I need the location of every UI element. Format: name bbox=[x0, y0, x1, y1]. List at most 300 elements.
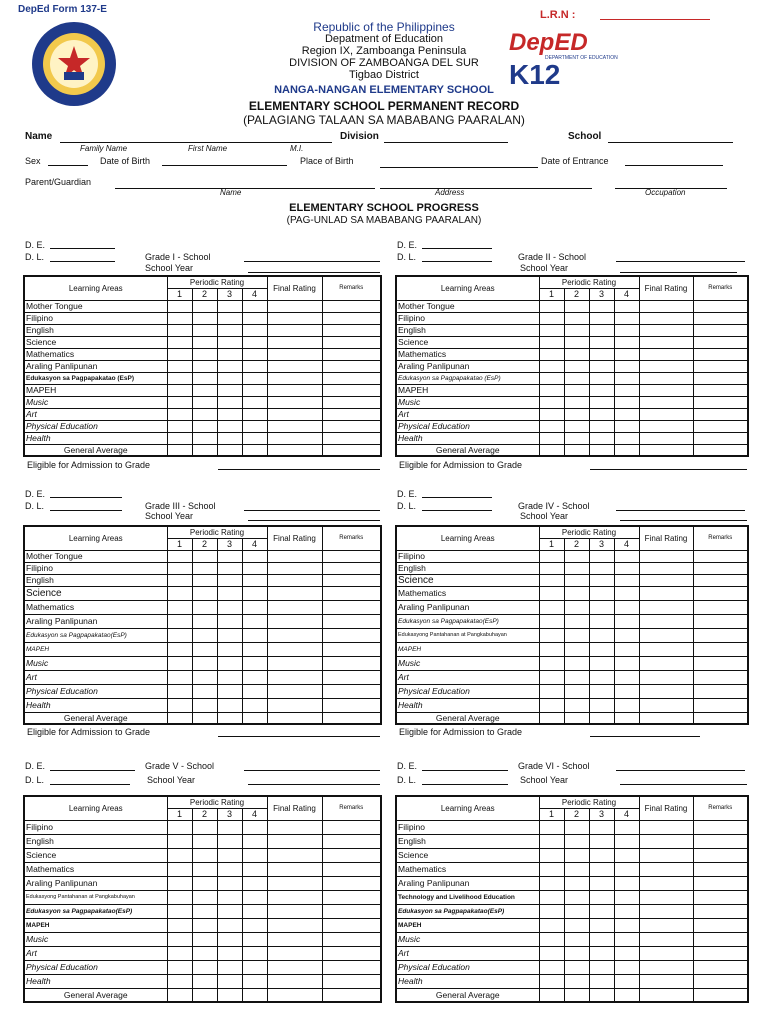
g2-sy-field[interactable] bbox=[620, 272, 737, 273]
general-average: General Average bbox=[24, 444, 167, 456]
col-learning-areas: Learning Areas bbox=[396, 796, 539, 820]
subject-mathematics: Mathematics bbox=[24, 600, 167, 614]
table-row bbox=[396, 396, 748, 408]
g6-school-label: Grade VI - School bbox=[518, 761, 590, 771]
parent-address-field[interactable] bbox=[380, 188, 592, 189]
g2-school-label: Grade II - School bbox=[518, 252, 587, 262]
table-row bbox=[24, 820, 381, 834]
subject-araling-panlipunan: Araling Panlipunan bbox=[24, 876, 167, 890]
general-average: General Average bbox=[396, 712, 539, 724]
table-row bbox=[396, 656, 748, 670]
col-q4: 4 bbox=[614, 538, 639, 550]
dob-field[interactable] bbox=[162, 165, 287, 166]
g6-dl-label: D. L. bbox=[397, 775, 417, 785]
subject-music: Music bbox=[24, 396, 167, 408]
dob-label: Date of Birth bbox=[100, 156, 151, 166]
col-remarks: Remarks bbox=[693, 526, 748, 550]
col-q3: 3 bbox=[217, 538, 242, 550]
g4-school-label: Grade IV - School bbox=[518, 501, 590, 511]
col-periodic-rating: Periodic Rating bbox=[167, 796, 267, 808]
col-q4: 4 bbox=[614, 808, 639, 820]
col-q2: 2 bbox=[192, 288, 217, 300]
col-q4: 4 bbox=[242, 288, 267, 300]
pob-label: Place of Birth bbox=[300, 156, 354, 166]
col-q1: 1 bbox=[539, 808, 564, 820]
table-row bbox=[24, 360, 381, 372]
table-row bbox=[396, 712, 748, 724]
col-periodic-rating: Periodic Rating bbox=[539, 796, 639, 808]
subject-mother-tongue: Mother Tongue bbox=[24, 300, 167, 312]
table-row bbox=[396, 586, 748, 600]
col-remarks: Remarks bbox=[693, 796, 748, 820]
subject-health: Health bbox=[396, 432, 539, 444]
table-row bbox=[24, 946, 381, 960]
col-q2: 2 bbox=[192, 808, 217, 820]
g1-de-field[interactable] bbox=[50, 248, 115, 249]
name-label: Name bbox=[25, 131, 53, 142]
table-row bbox=[24, 324, 381, 336]
table-row bbox=[24, 550, 381, 562]
table-row bbox=[24, 904, 381, 918]
g2-de-label: D. E. bbox=[397, 240, 418, 250]
subject-mathematics: Mathematics bbox=[396, 862, 539, 876]
g3-sy-field[interactable] bbox=[248, 520, 380, 521]
first-name-caption: First Name bbox=[188, 144, 228, 153]
subject-english: English bbox=[24, 574, 167, 586]
g6-sy-field[interactable] bbox=[620, 784, 747, 785]
col-final-rating: Final Rating bbox=[639, 796, 693, 820]
subject-esp: Edukasyon sa Pagpapakatao(EsP) bbox=[396, 904, 539, 918]
table-row bbox=[24, 918, 381, 932]
g2-eligible-label: Eligible for Admission to Grade bbox=[399, 460, 523, 470]
parent-name-field[interactable] bbox=[115, 188, 375, 189]
subject-pe: Physical Education bbox=[24, 420, 167, 432]
subject-esp: Edukasyon sa Pagpapakatao(EsP) bbox=[396, 614, 539, 628]
g4-eligible-label: Eligible for Admission to Grade bbox=[399, 727, 523, 737]
general-average: General Average bbox=[24, 988, 167, 1002]
col-periodic-rating: Periodic Rating bbox=[167, 276, 267, 288]
table-row bbox=[24, 960, 381, 974]
col-learning-areas: Learning Areas bbox=[396, 526, 539, 550]
table-row bbox=[396, 834, 748, 848]
col-q3: 3 bbox=[217, 808, 242, 820]
table-row bbox=[24, 614, 381, 628]
col-remarks: Remarks bbox=[322, 276, 381, 300]
table-row bbox=[24, 396, 381, 408]
col-q2: 2 bbox=[564, 538, 589, 550]
table-row bbox=[396, 550, 748, 562]
col-q1: 1 bbox=[539, 538, 564, 550]
subject-science: Science bbox=[24, 586, 167, 600]
table-row bbox=[24, 372, 381, 384]
table-row bbox=[396, 432, 748, 444]
col-final-rating: Final Rating bbox=[267, 796, 322, 820]
g4-sy-field[interactable] bbox=[620, 520, 747, 521]
col-q2: 2 bbox=[564, 288, 589, 300]
col-learning-areas: Learning Areas bbox=[24, 796, 167, 820]
table-row bbox=[396, 698, 748, 712]
subject-epp: Edukasyong Pantahanan at Pangkabuhayan bbox=[24, 890, 167, 904]
subject-mathematics: Mathematics bbox=[24, 348, 167, 360]
table-row bbox=[24, 698, 381, 712]
department-line: Depatment of Education bbox=[324, 33, 444, 45]
col-q1: 1 bbox=[539, 288, 564, 300]
g3-school-label: Grade III - School bbox=[145, 501, 216, 511]
g1-sy-label: School Year bbox=[145, 263, 194, 273]
table-row bbox=[24, 712, 381, 724]
col-periodic-rating: Periodic Rating bbox=[167, 526, 267, 538]
pob-field[interactable] bbox=[380, 167, 538, 168]
division-label: Division bbox=[340, 131, 379, 142]
col-q4: 4 bbox=[242, 538, 267, 550]
table-row bbox=[24, 574, 381, 586]
table-row bbox=[24, 384, 381, 396]
table-row bbox=[396, 614, 748, 628]
table-row bbox=[24, 848, 381, 862]
subject-filipino: Filipino bbox=[396, 312, 539, 324]
subject-mathematics: Mathematics bbox=[396, 348, 539, 360]
g4-school-field[interactable] bbox=[616, 510, 745, 511]
g4-sy-label: School Year bbox=[520, 511, 569, 521]
subject-pe: Physical Education bbox=[396, 960, 539, 974]
g1-school-label: Grade I - School bbox=[145, 252, 211, 262]
republic-line: Republic of the Philippines bbox=[313, 20, 455, 34]
table-row bbox=[396, 642, 748, 656]
subject-mathematics: Mathematics bbox=[24, 862, 167, 876]
subject-filipino: Filipino bbox=[396, 820, 539, 834]
table-row bbox=[396, 862, 748, 876]
table-row bbox=[24, 408, 381, 420]
col-q2: 2 bbox=[564, 808, 589, 820]
table-row bbox=[396, 324, 748, 336]
grade6-table bbox=[395, 795, 749, 1003]
doe-label: Date of Entrance bbox=[541, 156, 609, 166]
col-q2: 2 bbox=[192, 538, 217, 550]
table-row bbox=[24, 348, 381, 360]
subject-mapeh: MAPEH bbox=[396, 384, 539, 396]
col-q3: 3 bbox=[589, 538, 614, 550]
subject-english: English bbox=[396, 324, 539, 336]
subject-english: English bbox=[396, 834, 539, 848]
subject-mapeh: MAPEH bbox=[396, 918, 539, 932]
table-row bbox=[396, 600, 748, 614]
table-row bbox=[396, 444, 748, 456]
col-remarks: Remarks bbox=[322, 526, 381, 550]
col-q3: 3 bbox=[589, 808, 614, 820]
g1-eligible-label: Eligible for Admission to Grade bbox=[27, 460, 151, 470]
table-row bbox=[24, 656, 381, 670]
table-row bbox=[24, 932, 381, 946]
table-row bbox=[396, 384, 748, 396]
subject-health: Health bbox=[396, 698, 539, 712]
col-periodic-rating: Periodic Rating bbox=[539, 526, 639, 538]
table-row bbox=[24, 312, 381, 324]
g5-de-field[interactable] bbox=[50, 770, 135, 771]
subject-art: Art bbox=[396, 670, 539, 684]
page-title: ELEMENTARY SCHOOL PERMANENT RECORD bbox=[248, 99, 520, 113]
table-row bbox=[396, 946, 748, 960]
table-row bbox=[24, 834, 381, 848]
subject-music: Music bbox=[24, 932, 167, 946]
table-row bbox=[24, 432, 381, 444]
subject-music: Music bbox=[396, 932, 539, 946]
col-final-rating: Final Rating bbox=[639, 526, 693, 550]
subject-art: Art bbox=[24, 946, 167, 960]
subject-music: Music bbox=[396, 656, 539, 670]
g5-de-label: D. E. bbox=[25, 761, 46, 771]
grade1-table bbox=[23, 275, 382, 457]
subject-health: Health bbox=[24, 698, 167, 712]
g4-dl-field[interactable] bbox=[422, 510, 492, 511]
col-final-rating: Final Rating bbox=[639, 276, 693, 300]
subject-science: Science bbox=[24, 336, 167, 348]
g3-de-label: D. E. bbox=[25, 489, 46, 499]
g2-eligible-field[interactable] bbox=[590, 469, 747, 470]
subject-pe: Physical Education bbox=[24, 960, 167, 974]
subject-esp: Edukasyon sa Pagpapakatao (EsP) bbox=[24, 372, 167, 384]
division-line: DIVISION OF ZAMBOANGA DEL SUR bbox=[289, 57, 479, 69]
subject-art: Art bbox=[24, 408, 167, 420]
parent-address-caption: Address bbox=[435, 188, 465, 197]
grade4-table bbox=[395, 525, 749, 725]
parent-label: Parent/Guardian bbox=[25, 177, 92, 187]
subject-mother-tongue: Mother Tongue bbox=[24, 550, 167, 562]
doe-field[interactable] bbox=[625, 165, 723, 166]
table-row bbox=[396, 960, 748, 974]
g1-eligible-field[interactable] bbox=[218, 469, 380, 470]
table-row bbox=[396, 348, 748, 360]
form-number: DepEd Form 137-E bbox=[18, 4, 107, 15]
table-row bbox=[24, 684, 381, 698]
subject-art: Art bbox=[24, 670, 167, 684]
g6-de-field[interactable] bbox=[422, 770, 508, 771]
table-row bbox=[24, 420, 381, 432]
table-row bbox=[396, 904, 748, 918]
subject-filipino: Filipino bbox=[24, 562, 167, 574]
col-q1: 1 bbox=[167, 288, 192, 300]
progress-subtitle: (PAG-UNLAD SA MABABANG PAARALAN) bbox=[286, 215, 482, 226]
subject-mother-tongue: Mother Tongue bbox=[396, 300, 539, 312]
subject-araling-panlipunan: Araling Panlipunan bbox=[396, 876, 539, 890]
table-row bbox=[396, 670, 748, 684]
logo-k12-text: K12 bbox=[509, 59, 561, 86]
col-q3: 3 bbox=[217, 288, 242, 300]
g5-school-label: Grade V - School bbox=[145, 761, 215, 771]
table-row bbox=[24, 300, 381, 312]
subject-esp: Edukasyon sa Pagpapakatao (EsP) bbox=[396, 372, 539, 384]
g3-eligible-field[interactable] bbox=[218, 736, 380, 737]
subject-science: Science bbox=[396, 336, 539, 348]
mi-caption: M.I. bbox=[290, 144, 304, 153]
g1-dl-label: D. L. bbox=[25, 252, 45, 262]
g4-de-field[interactable] bbox=[422, 497, 492, 498]
table-row bbox=[396, 890, 748, 904]
subject-english: English bbox=[24, 834, 167, 848]
subject-health: Health bbox=[24, 974, 167, 988]
g1-sy-field[interactable] bbox=[248, 272, 380, 273]
school-label: School bbox=[568, 131, 602, 142]
table-row bbox=[396, 574, 748, 586]
parent-occupation-caption: Occupation bbox=[645, 188, 686, 197]
subject-mapeh: MAPEH bbox=[24, 918, 167, 932]
region-line: Region IX, Zamboanga Peninsula bbox=[301, 45, 467, 57]
g5-dl-label: D. L. bbox=[25, 775, 45, 785]
col-remarks: Remarks bbox=[322, 796, 381, 820]
g1-dl-field[interactable] bbox=[50, 261, 115, 262]
subject-science: Science bbox=[24, 848, 167, 862]
g5-school-field[interactable] bbox=[244, 770, 380, 771]
lrn-label: L.R.N : bbox=[540, 9, 576, 21]
school-name: NANGA-NANGAN ELEMENTARY SCHOOL bbox=[274, 84, 494, 96]
name-field[interactable] bbox=[60, 142, 332, 143]
subject-science: Science bbox=[396, 574, 539, 586]
table-row bbox=[396, 372, 748, 384]
subject-english: English bbox=[24, 324, 167, 336]
subject-epp: Edukasyong Pantahanan at Pangkabuhayan bbox=[396, 628, 539, 642]
table-row bbox=[24, 628, 381, 642]
table-row bbox=[24, 562, 381, 574]
logo-deped-sub: DEPARTMENT OF EDUCATION bbox=[545, 55, 618, 61]
table-row bbox=[396, 684, 748, 698]
subject-filipino: Filipino bbox=[24, 312, 167, 324]
g5-sy-label: School Year bbox=[147, 775, 196, 785]
g3-dl-field[interactable] bbox=[50, 510, 122, 511]
g2-school-field[interactable] bbox=[616, 261, 745, 262]
g3-de-field[interactable] bbox=[50, 497, 122, 498]
g5-sy-field[interactable] bbox=[248, 784, 380, 785]
subject-mapeh: MAPEH bbox=[24, 384, 167, 396]
subject-esp: Edukasyon sa Pagpapakatao(EsP) bbox=[24, 904, 167, 918]
division-field[interactable] bbox=[384, 142, 508, 143]
table-row bbox=[396, 408, 748, 420]
subject-english: English bbox=[396, 562, 539, 574]
table-row bbox=[24, 642, 381, 656]
table-row bbox=[396, 988, 748, 1002]
col-learning-areas: Learning Areas bbox=[396, 276, 539, 300]
table-row bbox=[24, 890, 381, 904]
table-row bbox=[396, 820, 748, 834]
subject-araling-panlipunan: Araling Panlipunan bbox=[396, 360, 539, 372]
table-row bbox=[24, 988, 381, 1002]
g3-school-field[interactable] bbox=[244, 510, 380, 511]
subject-mapeh: MAPEH bbox=[396, 642, 539, 656]
g2-dl-field[interactable] bbox=[422, 261, 492, 262]
grade3-table bbox=[23, 525, 382, 725]
family-name-caption: Family Name bbox=[80, 144, 128, 153]
g1-school-field[interactable] bbox=[244, 261, 380, 262]
subject-music: Music bbox=[396, 396, 539, 408]
grade2-table bbox=[395, 275, 749, 457]
col-q4: 4 bbox=[242, 808, 267, 820]
g3-eligible-label: Eligible for Admission to Grade bbox=[27, 727, 151, 737]
table-row bbox=[24, 876, 381, 890]
table-row bbox=[24, 586, 381, 600]
table-row bbox=[24, 600, 381, 614]
subject-pe: Physical Education bbox=[24, 684, 167, 698]
table-row bbox=[396, 312, 748, 324]
subject-araling-panlipunan: Araling Panlipunan bbox=[396, 600, 539, 614]
table-row bbox=[396, 300, 748, 312]
subject-music: Music bbox=[24, 656, 167, 670]
table-row bbox=[24, 670, 381, 684]
col-learning-areas: Learning Areas bbox=[24, 526, 167, 550]
sex-label: Sex bbox=[25, 156, 41, 166]
school-field[interactable] bbox=[608, 142, 733, 143]
subject-art: Art bbox=[396, 946, 539, 960]
table-row bbox=[396, 848, 748, 862]
logo-deped-text: DepED bbox=[509, 29, 588, 56]
table-row bbox=[24, 444, 381, 456]
progress-title: ELEMENTARY SCHOOL PROGRESS bbox=[289, 202, 479, 214]
district-line: Tigbao District bbox=[349, 69, 419, 81]
page-subtitle: (PALAGIANG TALAAN SA MABABANG PAARALAN) bbox=[243, 113, 525, 127]
g6-school-field[interactable] bbox=[616, 770, 745, 771]
sex-field[interactable] bbox=[48, 165, 88, 166]
col-q1: 1 bbox=[167, 538, 192, 550]
subject-esp: Edukasyon sa Pagpapakatao(EsP) bbox=[24, 628, 167, 642]
g3-sy-label: School Year bbox=[145, 511, 194, 521]
subject-art: Art bbox=[396, 408, 539, 420]
grade5-table bbox=[23, 795, 382, 1003]
table-row bbox=[396, 336, 748, 348]
subject-mathematics: Mathematics bbox=[396, 586, 539, 600]
table-row bbox=[396, 932, 748, 946]
table-row bbox=[396, 562, 748, 574]
g5-dl-field[interactable] bbox=[50, 784, 130, 785]
table-row bbox=[24, 862, 381, 876]
general-average: General Average bbox=[24, 712, 167, 724]
subject-mapeh: MAPEH bbox=[24, 642, 167, 656]
g6-sy-label: School Year bbox=[520, 775, 569, 785]
subject-araling-panlipunan: Araling Panlipunan bbox=[24, 360, 167, 372]
g6-de-label: D. E. bbox=[397, 761, 418, 771]
table-row bbox=[24, 336, 381, 348]
col-learning-areas: Learning Areas bbox=[24, 276, 167, 300]
subject-health: Health bbox=[24, 432, 167, 444]
general-average: General Average bbox=[396, 444, 539, 456]
g2-dl-label: D. L. bbox=[397, 252, 417, 262]
col-q3: 3 bbox=[589, 288, 614, 300]
subject-pe: Physical Education bbox=[396, 684, 539, 698]
table-row bbox=[24, 974, 381, 988]
col-q4: 4 bbox=[614, 288, 639, 300]
g4-de-label: D. E. bbox=[397, 489, 418, 499]
subject-filipino: Filipino bbox=[24, 820, 167, 834]
table-row bbox=[396, 876, 748, 890]
table-row bbox=[396, 628, 748, 642]
subject-filipino: Filipino bbox=[396, 550, 539, 562]
g4-dl-label: D. L. bbox=[397, 501, 417, 511]
general-average: General Average bbox=[396, 988, 539, 1002]
g3-dl-label: D. L. bbox=[25, 501, 45, 511]
col-periodic-rating: Periodic Rating bbox=[539, 276, 639, 288]
parent-name-caption: Name bbox=[220, 188, 242, 197]
subject-science: Science bbox=[396, 848, 539, 862]
g2-de-field[interactable] bbox=[422, 248, 492, 249]
col-remarks: Remarks bbox=[693, 276, 748, 300]
table-row bbox=[396, 974, 748, 988]
subject-pe: Physical Education bbox=[396, 420, 539, 432]
g6-dl-field[interactable] bbox=[422, 784, 508, 785]
subject-health: Health bbox=[396, 974, 539, 988]
g2-sy-label: School Year bbox=[520, 263, 569, 273]
table-row bbox=[396, 420, 748, 432]
g4-eligible-field[interactable] bbox=[590, 736, 700, 737]
subject-araling-panlipunan: Araling Panlipunan bbox=[24, 614, 167, 628]
col-final-rating: Final Rating bbox=[267, 276, 322, 300]
table-row bbox=[396, 918, 748, 932]
table-row bbox=[396, 360, 748, 372]
